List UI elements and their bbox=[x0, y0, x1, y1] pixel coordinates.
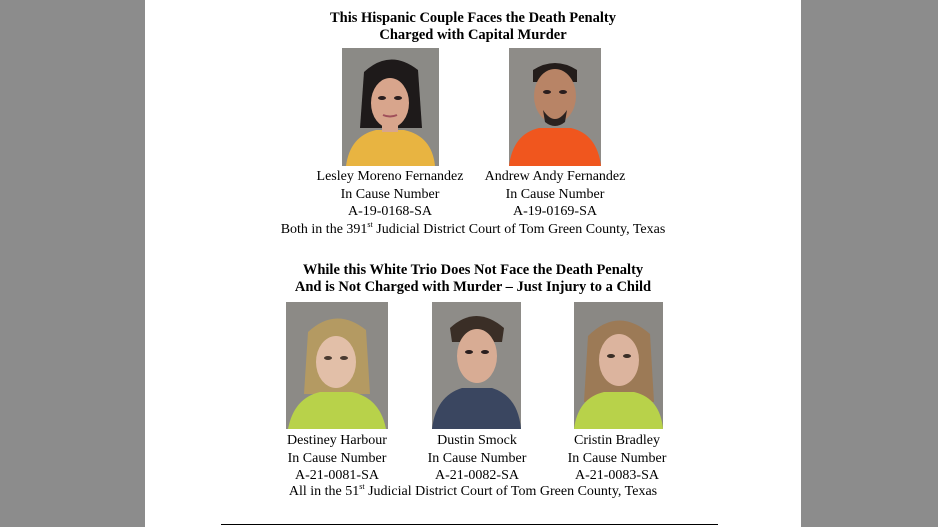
caption-destiney bbox=[267, 432, 407, 485]
mugshot-cristin bbox=[574, 302, 663, 429]
cause-label: In Cause Number bbox=[427, 450, 527, 466]
cause-label: In Cause Number bbox=[567, 450, 667, 466]
section1-heading-line2: Charged with Capital Murder bbox=[379, 27, 567, 43]
person-name: Lesley Moreno Fernandez bbox=[316, 169, 464, 184]
section1-heading bbox=[145, 10, 801, 44]
cause-label: In Cause Number bbox=[340, 186, 440, 202]
cause-number: A-19-0169-SA bbox=[513, 204, 597, 219]
person-name: Cristin Bradley bbox=[574, 433, 660, 448]
cause-label: In Cause Number bbox=[505, 186, 605, 202]
section2-heading bbox=[145, 262, 801, 296]
cause-number: A-21-0083-SA bbox=[575, 468, 659, 483]
caption-dustin bbox=[407, 432, 547, 485]
caption-cristin bbox=[547, 432, 687, 485]
caption-andrew bbox=[475, 168, 635, 221]
cause-label: In Cause Number bbox=[287, 450, 387, 466]
section2-heading-line1: While this White Trio Does Not Face the Death Penalty bbox=[302, 262, 644, 278]
section1-court: Both in the 391st Judicial District Court of Tom Green County, Texas bbox=[280, 220, 666, 237]
document-page bbox=[145, 0, 801, 527]
mugshot-destiney bbox=[286, 302, 388, 429]
section2-court: All in the 51st Judicial District Court of Tom Green County, Texas bbox=[288, 482, 658, 499]
cause-number: A-21-0082-SA bbox=[435, 468, 519, 483]
person-name: Destiney Harbour bbox=[287, 433, 387, 448]
divider-rule bbox=[221, 524, 718, 525]
caption-lesley bbox=[305, 168, 475, 221]
cause-number: A-19-0168-SA bbox=[348, 204, 432, 219]
cause-number: A-21-0081-SA bbox=[295, 468, 379, 483]
mugshot-dustin bbox=[432, 302, 521, 429]
section2-heading-line2: And is Not Charged with Murder – Just Injury to a Child bbox=[294, 279, 652, 295]
mugshot-andrew bbox=[509, 48, 601, 166]
mugshot-lesley bbox=[342, 48, 439, 166]
section1-heading-line1: This Hispanic Couple Faces the Death Penalty bbox=[330, 10, 616, 26]
person-name: Andrew Andy Fernandez bbox=[484, 169, 626, 184]
person-name: Dustin Smock bbox=[437, 433, 517, 448]
